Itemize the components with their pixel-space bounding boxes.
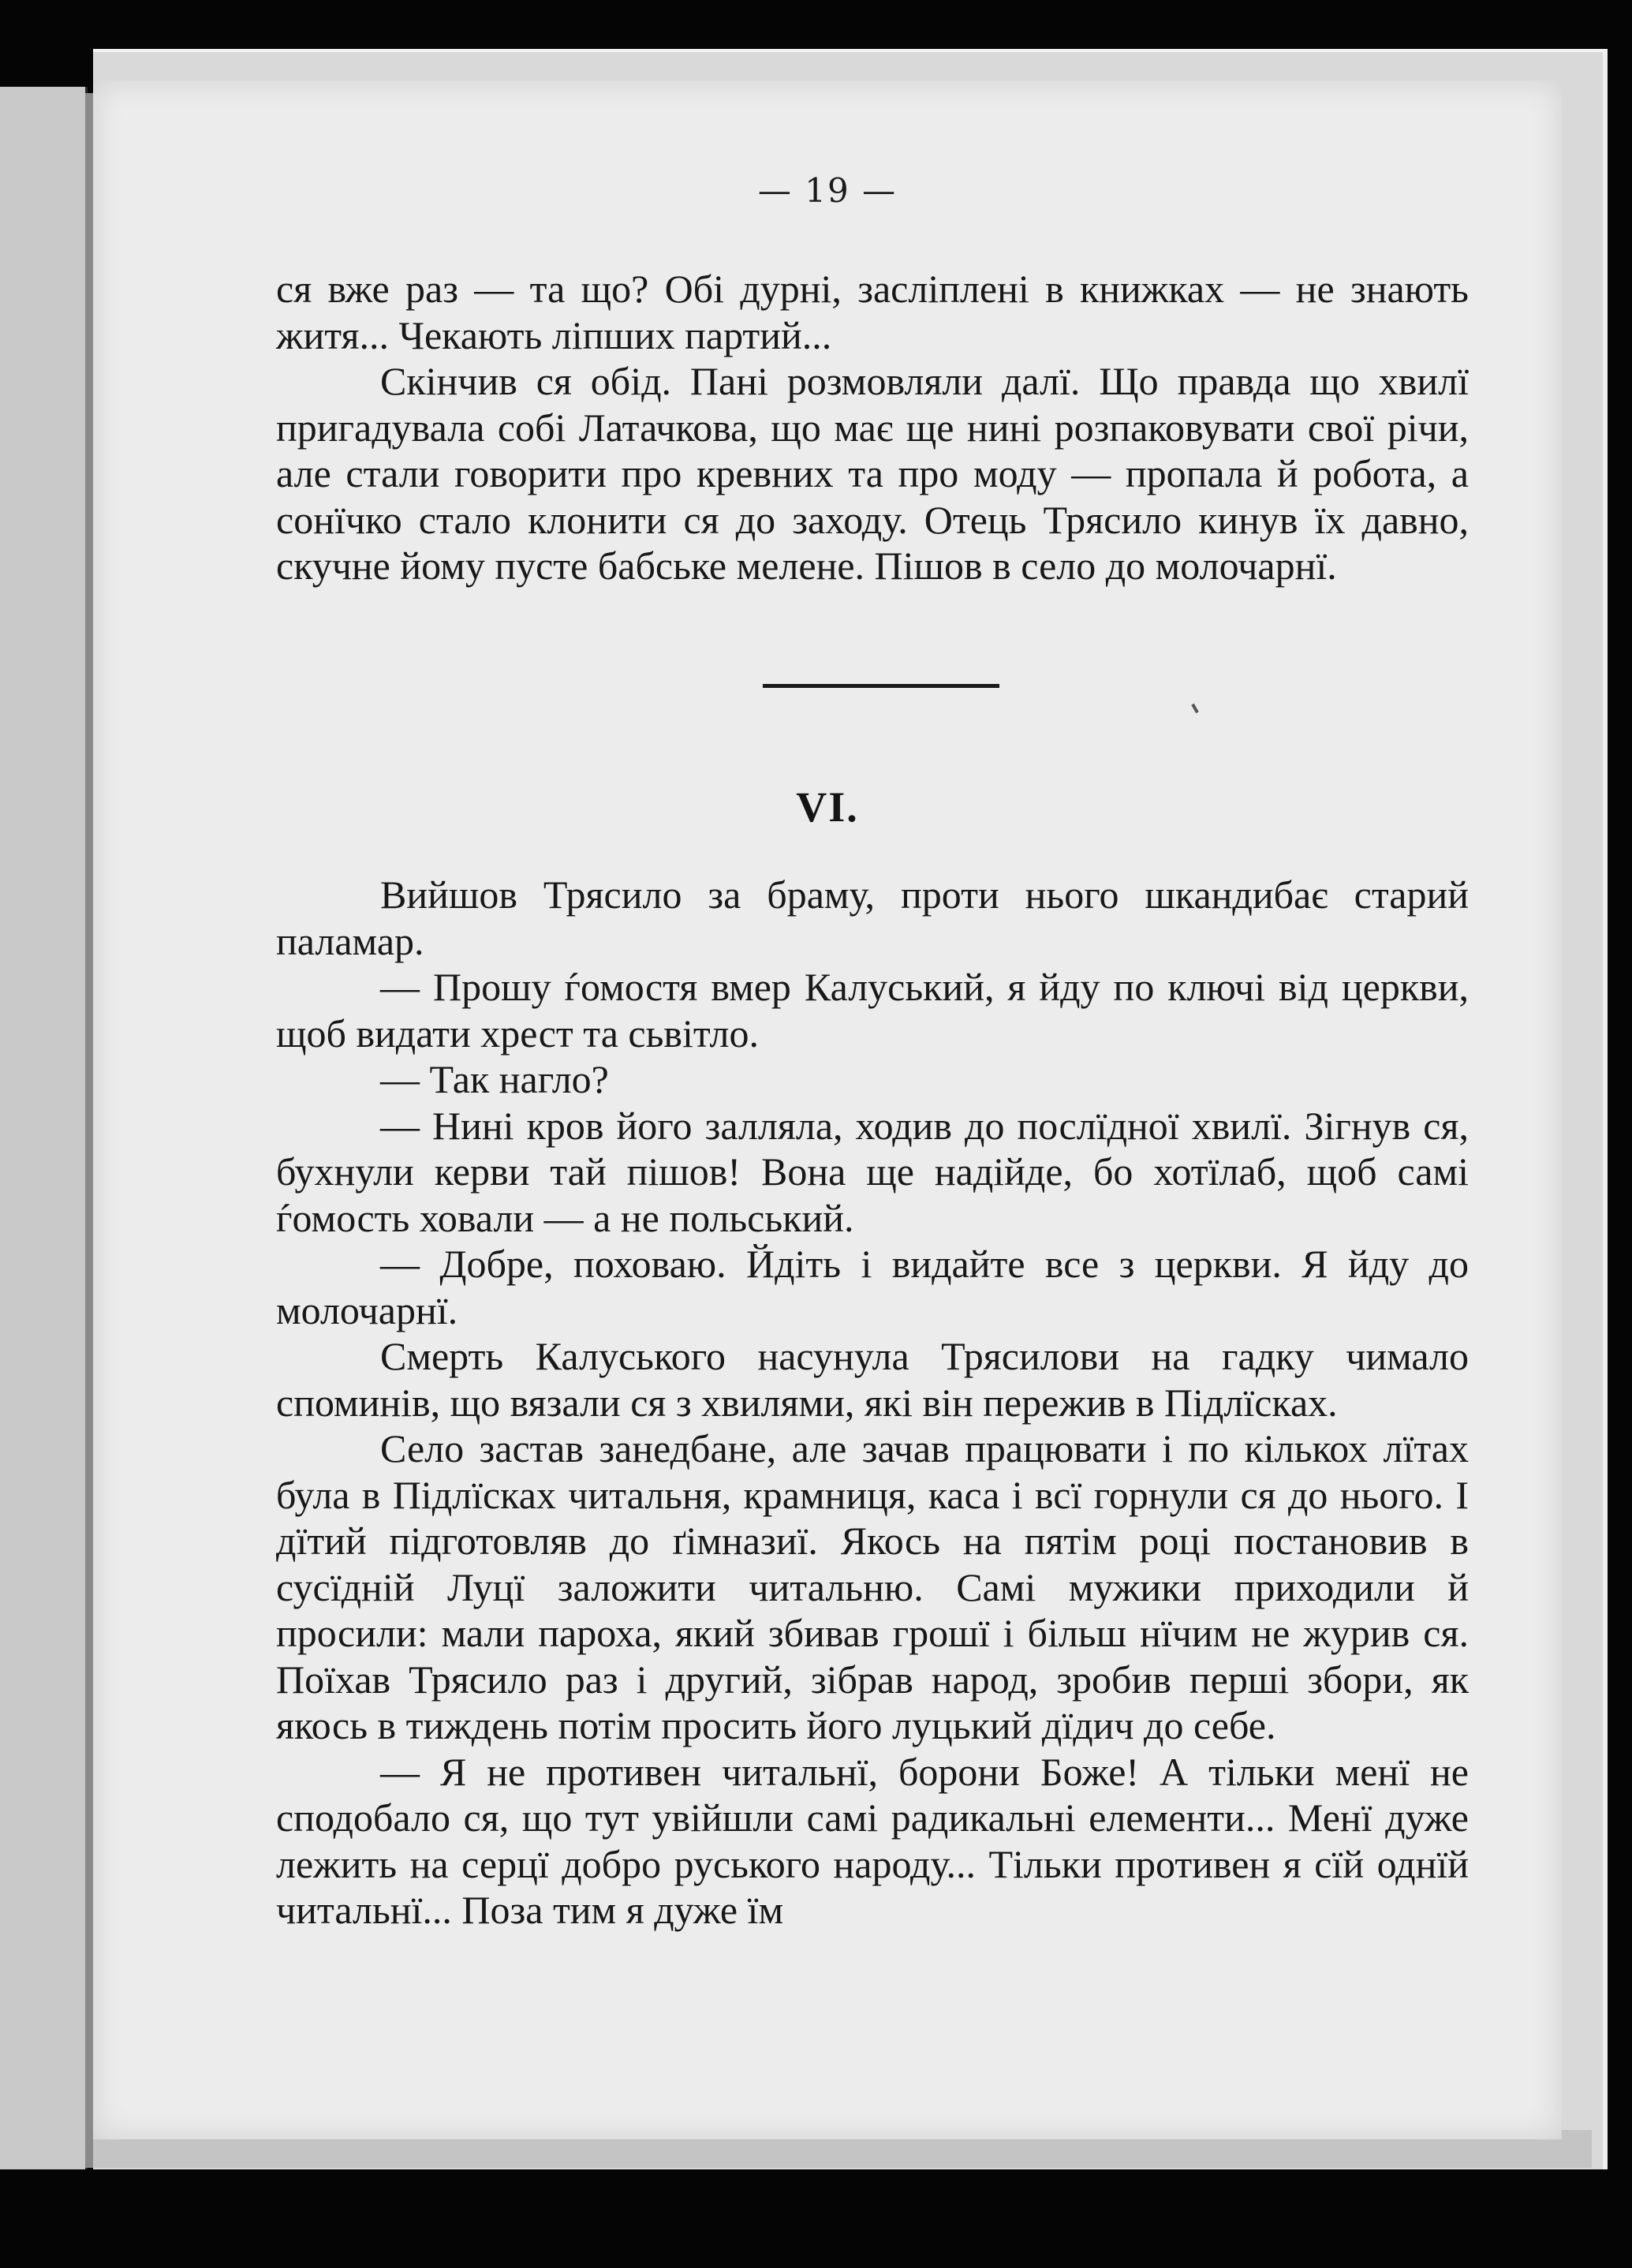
paragraph: Скінчив ся обід. Пані розмовляли далї. Що правда що хвилї пригадувала собі Латачкова, що має ще нині розпаковувати свої річи, але стали говорити про кревних та про моду — пропала й робота, а сонїчко стало клонити ся до заходу. Отець Трясило кинув їх давно, скучне йому пусте бабське мелене. Пішов в село до молочарнї. [276,359,1469,588]
paragraph: Вийшов Трясило за браму, проти нього шкандибає старий паламар. [276,872,1469,963]
paragraph: — Нині кров його залляла, ходив до послїдної хвилї. Зігнув ся, бухнули керви тай пішов! Вона ще надійде, бо хотїлаб, щоб самі ѓомость ховали — а не польський. [276,1103,1469,1240]
scan-speck [1191,704,1198,713]
paragraph: — Прошу ѓомостя вмер Калуський, я йду по ключі від церкви, щоб видати хрест та сьвітло. [276,965,1469,1056]
paragraph: ся вже раз — та що? Обі дурні, засліплені в книжках — не знають житя... Чекають ліпших партий... [276,267,1469,357]
chapter-heading: VI. [796,783,859,831]
paragraph: — Я не противен читальнї, борони Боже! А тільки менї не сподобало ся, що тут увійшли самі радикальні елементи... Менї дуже лежить на серцї добро руського народу... Тільки противен я сїй однїй читальнї... Поза тим я дуже їм [276,1749,1469,1932]
paragraph: Смерть Калуського насунула Трясилови на гадку чимало споминів, що вязали ся з хвилями, які він пережив в Підлїсках. [276,1334,1469,1425]
paragraph: — Добре, поховаю. Йдіть і видайте все з церкви. Я йду до молочарнї. [276,1242,1469,1332]
section-separator-rule [763,684,999,688]
page-gutter [85,93,93,2168]
left-page-edge [0,87,88,2169]
paragraph: — Так нагло? [380,1057,609,1101]
main-text-block [276,872,1469,1934]
top-text-block [276,266,1469,589]
page-number: — 19 — [757,171,898,210]
paragraph: Село застав занедбане, але зачав працювати і по кількох лїтах була в Підлїсках читальня, крамниця, каса і всї горнули ся до нього. І дїтий підготовляв до ґімназиї. Якось на пятім році постановив в сусїдній Луцї заложити читальню. Самі мужики приходили й просили: мали пароха, який збивав грошї і більш нїчим не журив ся. Поїхав Трясило раз і другий, зібрав народ, зробив перші збори, як якось в тиждень потім просить його луцький дїдич до себе. [276,1426,1469,1747]
book-page [93,80,1562,2139]
